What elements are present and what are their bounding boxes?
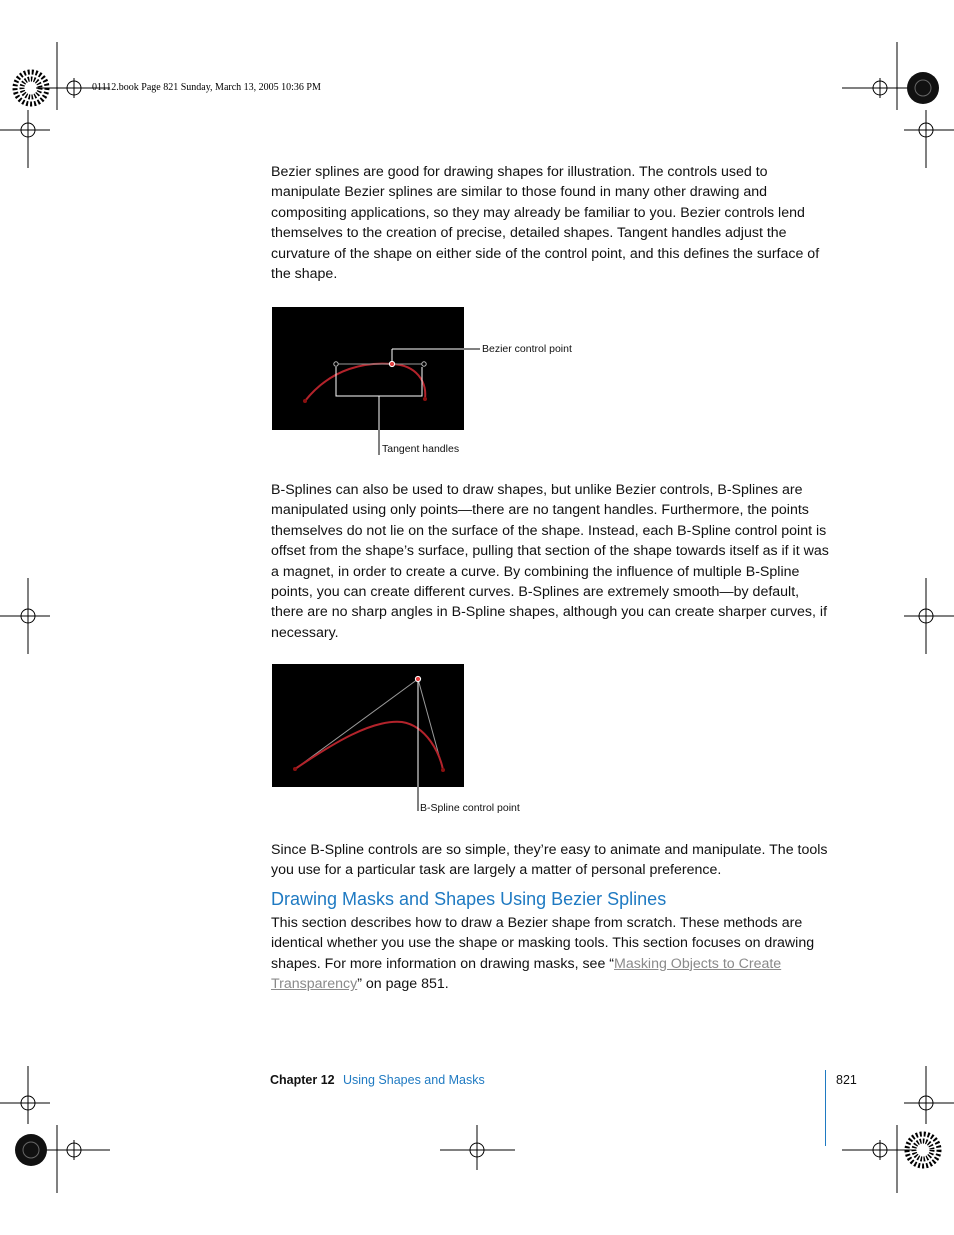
footer-divider [825,1070,826,1146]
bezier-callout-lines [272,307,492,457]
masking-objects-link[interactable]: Masking Objects to Create Transparency [271,955,782,993]
bspline-illustration [272,664,464,787]
bspline-curve [295,722,443,770]
paragraph-text-after-link: ” on page 851. [357,976,449,993]
print-header: 01112.book Page 821 Sunday, March 13, 2005 10:36 PM [92,82,321,93]
bspline-end-point-right [441,768,445,772]
callout-bezier-control-point: Bezier control point [482,343,572,355]
paragraph-text-before-link: This section describes how to draw a Bezier shape from scratch. These methods are identical whether you use the shape or masking tools. This section focuses on drawing shapes. For more information on drawing masks, see “ [271,915,815,972]
footer-chapter-label: Chapter 12 [270,1073,335,1087]
bspline-hull-left [295,679,418,769]
paragraph-bezier-intro: Bezier splines are good for drawing shapes for illustration. The controls used to manipulate Bezier splines are similar to those found in many other drawing and compositing applications, so they may already be familiar to you. Bezier controls lend themselves to the creation of precise, detailed shapes. Tangent handles adjust the curvature of the shape on either side of the control point, and this defines the surface of the shape. [271,164,820,283]
paragraph-bspline-intro: B-Splines can also be used to draw shapes, but unlike Bezier controls, B-Splines are manipulated using only points—there are no tangent handles. Furthermore, the points themselves do not lie on the surface of the shape. Instead, each B-Spline control point is offset from the shape’s surface, pulling that section of the shape towards itself as if it was a magnet, in order to create a curve. By combining the influence of multiple B-Spline points, you can create different curves. B-Splines are extremely smooth—by default, there are no sharp angles in B-Spline shapes, although you can create sharper curves, if necessary. [271,482,829,641]
bspline-end-point-left [293,767,297,771]
footer-chapter-title: Using Shapes and Masks [343,1073,485,1087]
paragraph-drawing-masks [271,913,831,995]
bspline-control-point [415,676,420,681]
section-heading: Drawing Masks and Shapes Using Bezier Splines [271,889,667,909]
callout-bspline-control-point: B-Spline control point [420,802,520,814]
footer-page-number: 821 [836,1073,857,1087]
callout-tangent-handles: Tangent handles [382,443,460,455]
bspline-figure [272,664,464,787]
paragraph-bspline-summary: Since B-Spline controls are so simple, they’re easy to animate and manipulate. The tools you use for a particular task are largely a matter of personal preference. [271,842,828,879]
